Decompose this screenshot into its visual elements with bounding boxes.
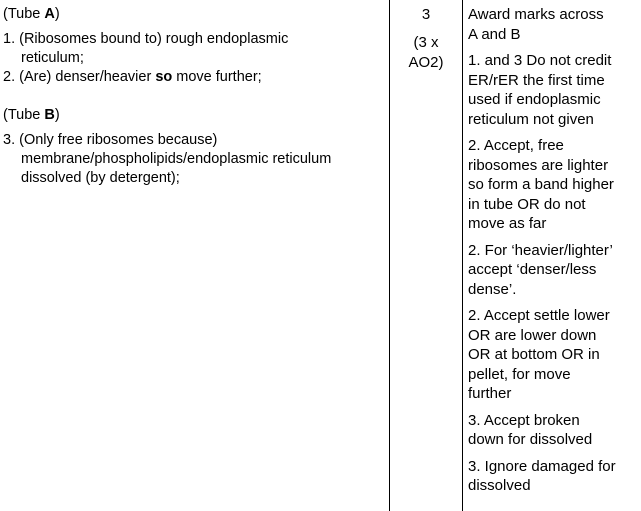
guidance-4-line: accept ‘denser/less: [468, 261, 597, 278]
guidance-7-line: dissolved: [468, 477, 531, 494]
marks-total: 3: [421, 6, 431, 23]
marks-column: [390, 5, 462, 73]
answer-column: [3, 5, 385, 188]
point-3-number: 3.: [3, 132, 16, 148]
column-divider-1: [389, 0, 390, 511]
tube-b-heading: [3, 106, 385, 125]
guidance-2: [468, 51, 638, 129]
answer-point-1: [3, 30, 385, 68]
point-2-number: 2.: [3, 69, 16, 85]
answer-point-3: [3, 131, 385, 188]
guidance-4: [468, 241, 638, 300]
guidance-1-line: Award marks across: [468, 6, 604, 23]
tube-a-letter: A: [44, 6, 55, 22]
tube-a-heading: [3, 5, 385, 24]
tube-b-prefix: (Tube: [3, 107, 45, 123]
guidance-3-line: in tube OR do not: [468, 195, 586, 213]
guidance-3: [468, 136, 638, 234]
guidance-6: [468, 411, 638, 450]
guidance-2-line: used if endoplasmic: [468, 91, 601, 108]
point-1-line-1: (Ribosomes bound to) rough endoplasmic: [19, 31, 289, 47]
column-divider-2: [462, 0, 463, 511]
guidance-3-line: ribosomes are lighter: [468, 156, 609, 174]
guidance-5-line: pellet, for move: [468, 365, 571, 383]
tube-b-suffix: ): [54, 107, 60, 123]
point-1-number: 1.: [3, 31, 16, 47]
point-2-bold: so: [155, 69, 173, 85]
tube-a-suffix: ): [54, 6, 60, 22]
guidance-2-line: 1. and 3 Do not credit: [468, 52, 612, 69]
answer-point-2: [3, 68, 385, 87]
tube-a-prefix: (Tube: [3, 6, 45, 22]
marks-breakdown-line-2: AO2): [408, 54, 444, 71]
guidance-5-line: OR at bottom OR in: [468, 346, 600, 363]
guidance-3-line: so form a band higher: [468, 176, 614, 193]
guidance-5-line: 2. Accept settle lower: [468, 307, 610, 324]
point-2-pre: (Are) denser/heavier: [19, 69, 156, 85]
guidance-2-line: reticulum not given: [468, 110, 594, 128]
guidance-6-line: down for dissolved: [468, 431, 593, 448]
guidance-3-line: 2. Accept, free: [468, 137, 564, 154]
guidance-column: [468, 5, 638, 503]
guidance-4-line: dense’.: [468, 280, 517, 298]
guidance-5: [468, 306, 638, 404]
marks-breakdown-line-1: (3 x: [413, 34, 439, 51]
point-3-line-3: dissolved (by detergent);: [21, 170, 180, 186]
guidance-5-line: further: [468, 385, 512, 402]
point-2-post: move further;: [172, 69, 262, 85]
guidance-1: [468, 5, 638, 44]
guidance-5-line: OR are lower down: [468, 326, 597, 344]
guidance-2-line: ER/rER the first time: [468, 71, 605, 89]
point-3-line-2: membrane/phospholipids/endoplasmic reticulum: [21, 151, 332, 167]
guidance-3-line: move as far: [468, 215, 547, 232]
point-3-line-1: (Only free ribosomes because): [19, 132, 218, 148]
guidance-7: [468, 457, 638, 496]
guidance-7-line: 3. Ignore damaged for: [468, 457, 616, 475]
guidance-6-line: 3. Accept broken: [468, 411, 580, 429]
tube-b-letter: B: [44, 107, 55, 123]
guidance-1-line: A and B: [468, 25, 521, 43]
point-1-line-2: reticulum;: [21, 50, 84, 66]
guidance-4-line: 2. For ‘heavier/lighter’: [468, 241, 613, 259]
